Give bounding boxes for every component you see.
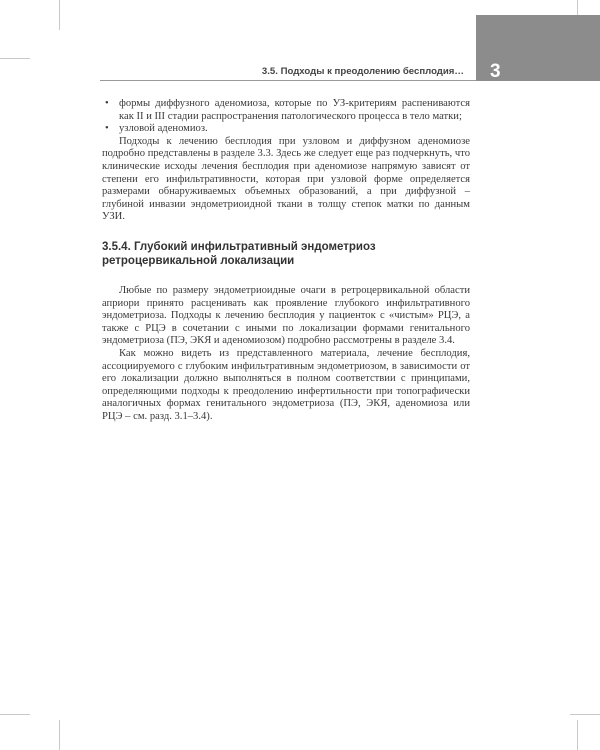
chapter-number: 3 <box>490 61 501 82</box>
section-heading-line: 3.5.4. Глубокий инфильтративный эндометриоз <box>102 240 376 253</box>
list-item: • формы диффузного аденомиоза, которые по УЗ-критериям распениваются как II и III стадии распространения патологического процесса в тело матки; <box>102 98 470 123</box>
crop-mark <box>0 714 30 715</box>
crop-mark <box>0 58 30 59</box>
list-item: • узловой аденомиоз. <box>102 123 470 136</box>
crop-mark <box>59 720 60 750</box>
section-heading-line: ретроцервикальной локализации <box>102 255 295 268</box>
page-body <box>102 98 470 423</box>
crop-mark <box>577 720 578 750</box>
header-rule <box>100 80 476 81</box>
paragraph: Любые по размеру эндометриоидные очаги в ретроцервикальной области априори принято расценивать как проявление глубокого инфильтративного эндометриоза. Подходы к лечению бесплодия у пациенток с «чистым» РЦЭ, а также с РЦЭ в сочетании с иными по локализации формами генитального эндометриоза (ПЭ, ЭКЯ и аденомиозом) подробно рассмотрены в разделе 3.4. <box>102 284 470 347</box>
crop-mark <box>59 0 60 30</box>
paragraph: Как можно видеть из представленного материала, лечение бесплодия, ассоциируемого с глубоким инфильтративным эндометриозом, в зависимости от его локализации должно выполняться в полном соответствии с принципами, определяющими подходы к преодолению инфертильности при топографически аналогичных формах генитального эндометриоза (ПЭ, ЭКЯ, аденомиоза или РЦЭ – см. разд. 3.1–3.4). <box>102 347 470 422</box>
crop-mark <box>570 714 600 715</box>
bullet-list <box>102 98 470 136</box>
paragraph: Подходы к лечению бесплодия при узловом и диффузном аденомиозе подробно представлены в разделе 3.3. Здесь же следует еще раз подчеркнуть, что клинические исходы лечения бесплодия при аденомиозе напрямую зависят от степени его инфильтративности, которая при узловой форме определяется размерами обнаруживаемых объемных образований, а при диффузной – глубиной инвазии эндометриоидной ткани в толщу степок матки по данным УЗИ. <box>102 135 470 223</box>
running-head: 3.5. Подходы к преодолению бесплодия… <box>261 66 464 77</box>
section-heading <box>102 240 470 269</box>
chapter-tab <box>476 15 600 81</box>
